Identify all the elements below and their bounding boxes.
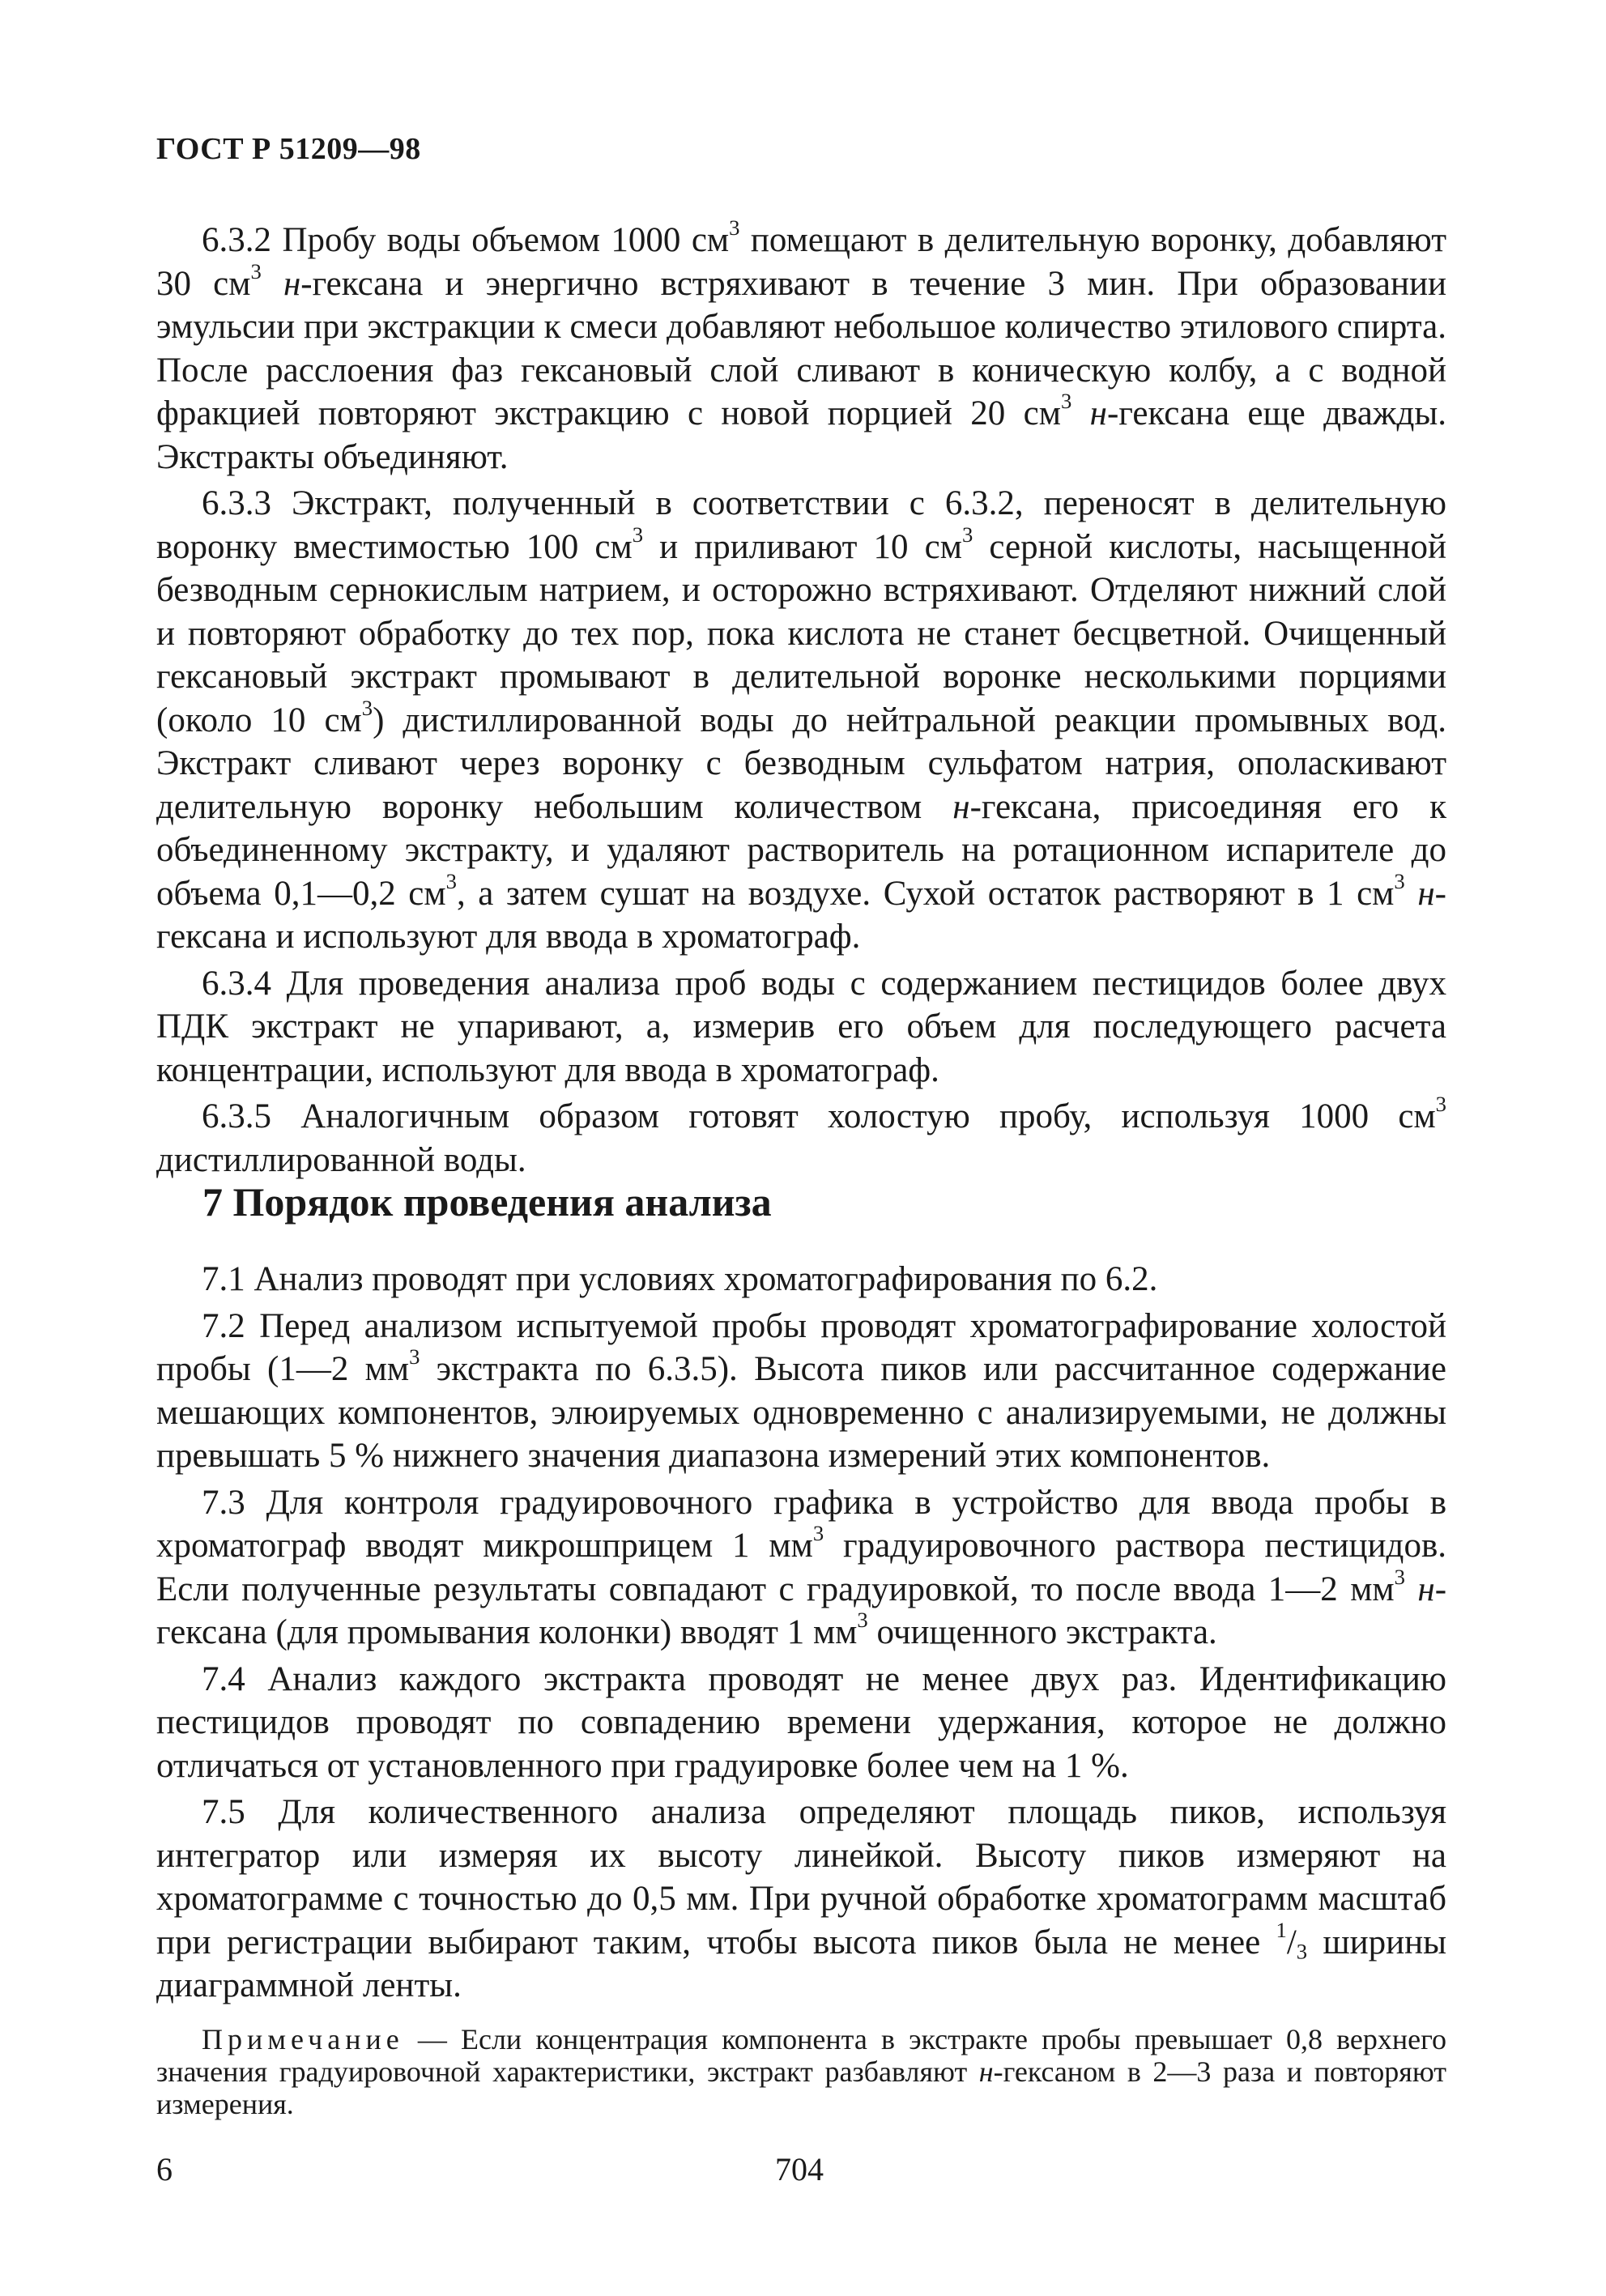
- paragraph-6-3-3: 6.3.3 Экстракт, полученный в соответствии с 6.3.2, переносят в делительную воронку вместимостью 100 $см^3$ и приливают 10 $см^3$ серной кислоты, насыщенной безводным сернокислым натрием, и осторожно встряхивают. Отделяют нижний слой и повторяют обработку до тех пор, пока кислота не станет бесцветной. Очищенный гексановый экстракт промывают в делительной воронке несколькими порциями (около 10 $см^3$) дистиллированной воды до нейтральной реакции промывных вод. Экстракт сливают через воронку с безводным сульфатом натрия, ополаскивают делительную воронку небольшим количеством н-гексана, присоединяя его к объединенному экстракту, и удаляют растворитель на ротационном испарителе до объема 0,1—0,2 $см^3$, а затем сушат на воздухе. Сухой остаток растворяют в 1 $см^3$ н-гексана и используют для ввода в хроматограф.: [156, 484, 1446, 956]
- note-label: Примечание: [202, 2023, 404, 2055]
- paragraph-7-2: 7.2 Перед анализом испытуемой пробы проводят хроматографирование холостой пробы (1—2 $мм^3$ экстракта по 6.3.5). Высота пиков или рассчитанное содержание мешающих компонентов, элюируемых одновременно с анализируемыми, не должны превышать 5 % нижнего значения диапазона измерений этих компонентов.: [156, 1306, 1446, 1475]
- paragraph-7-3: 7.3 Для контроля градуировочного графика в устройство для ввода пробы в хроматограф вводят микрошприцем 1 $мм^3$ градуировочного раствора пестицидов. Если полученные результаты совпадают с градуировкой, то после ввода 1—2 $мм^3$ н-гексана (для промывания колонки) вводят 1 $мм^3$ очищенного экстракта.: [156, 1483, 1447, 1651]
- paragraph-6-3-2: 6.3.2 Пробу воды объемом 1000 $см^3$ помещают в делительную воронку, добавляют 30 $см^3$ н-гексана и энергично встряхивают в течение 3 мин. При образовании эмульсии при экстракции к смеси добавляют небольшое количество этилового спирта. После расслоения фаз гексановый слой сливают в коническую колбу, а с водной фракцией повторяют экстракцию с новой порцией 20 $см^3$ н-гексана еще дважды. Экстракты объединяют.: [156, 215, 1447, 476]
- paragraph-7-4: 7.4 Анализ каждого экстракта проводят не менее двух раз. Идентификацию пестицидов проводят по совпадению времени удержания, которое не должно отличаться от установленного при градуировке более чем на 1 %.: [156, 1659, 1446, 1785]
- paragraph-7-1: 7.1 Анализ проводят при условиях хроматографирования по 6.2.: [202, 1260, 1158, 1298]
- section-6-3-text: [156, 215, 1447, 1185]
- section-7-text: [156, 1258, 1446, 2011]
- sheet-number: 704: [775, 2151, 824, 2187]
- note-block: Примечание — Если концентрация компонента в экстракте пробы превышает 0,8 верхнего значения градуировочной характеристики, экстракт разбавляют н-гексаном в 2—3 раза и повторяют измерения.: [156, 2023, 1446, 2120]
- paragraph-6-3-5: 6.3.5 Аналогичным образом готовят холостую пробу, используя 1000 $см^3$ дистиллированной воды.: [156, 1092, 1446, 1179]
- document-header: ГОСТ Р 51209—98: [156, 132, 421, 166]
- paragraph-6-3-4: 6.3.4 Для проведения анализа проб воды с содержанием пестицидов более двух ПДК экстракт не упаривают, а, измерив его объем для последующего расчета концентрации, используют для ввода в хроматограф.: [156, 964, 1446, 1089]
- paragraph-7-5: 7.5 Для количественного анализа определяют площадь пиков, используя интегратор или измеряя их высоту линейкой. Высоту пиков измеряют на хроматограмме с точностью до 0,5 мм. При ручной обработке хроматограмм масштаб при регистрации выбирают таким, чтобы высота пиков была не менее $^1/_3$ ширины диаграммной ленты.: [156, 1793, 1446, 2004]
- page-number: 6: [156, 2151, 173, 2187]
- section-7-heading: 7 Порядок проведения анализа: [202, 1179, 772, 1225]
